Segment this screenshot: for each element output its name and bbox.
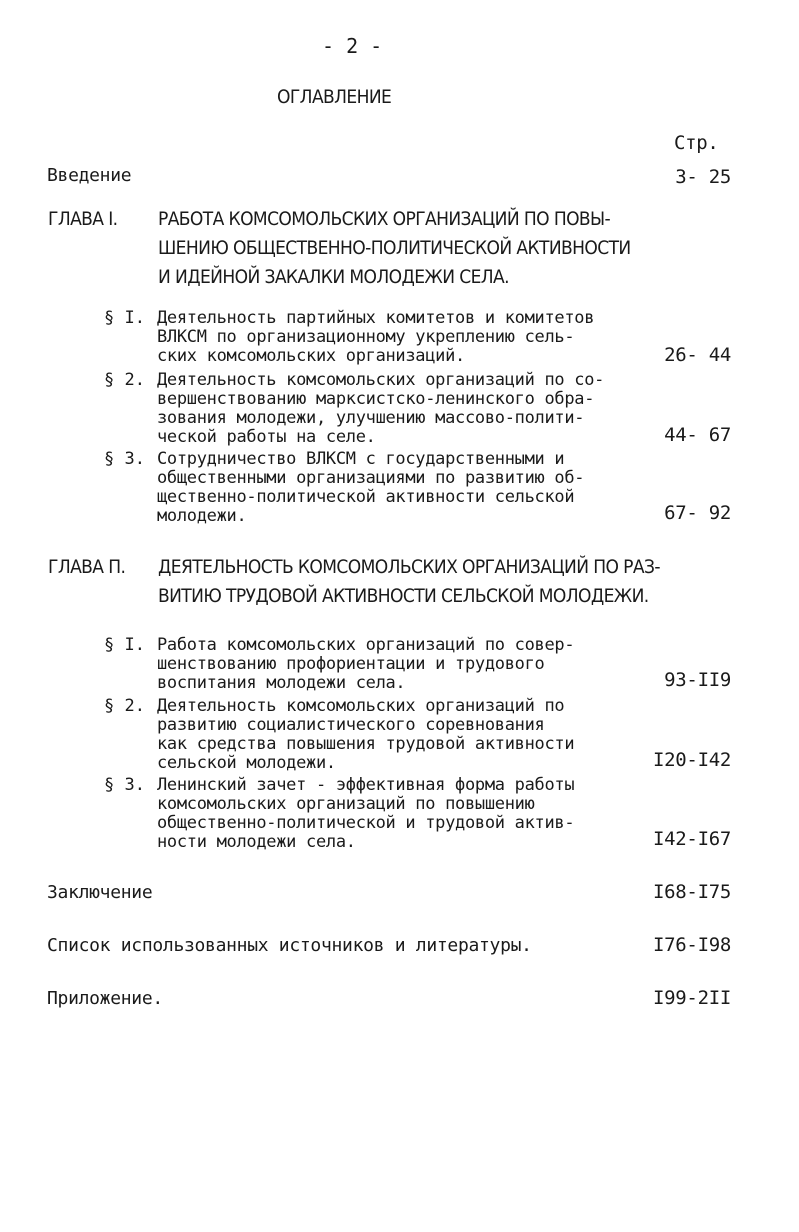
ch1-sec1-pages: 26- 44 [664,344,731,366]
section-line: Деятельность комсомольских организаций по [157,696,565,716]
page-number: - 2 - [322,34,383,58]
toc-appendix-pages: I99-2II [653,987,731,1009]
ch2-sec3-pages: I42-I67 [653,828,731,850]
ch1-sec1-label: § I. [104,308,145,328]
ch2-sec1-text [157,636,574,693]
section-line: развитию социалистического соревнования [157,715,545,735]
section-line: молодежи. [157,506,247,526]
ch1-sec1-text [157,309,594,366]
page-title: ОГЛАВЛЕНИЕ [277,86,392,108]
section-line: Деятельность партийных комитетов и комитетов [157,308,595,328]
ch1-sec2-text [157,371,604,447]
ch1-sec3-label: § 3. [104,449,145,469]
chapter2-label: ГЛАВА П. [48,556,126,578]
section-line: ности молодежи села. [157,832,356,852]
ch2-sec2-pages: I20-I42 [653,749,731,771]
toc-appendix-label: Приложение. [47,988,163,1009]
toc-sources-pages: I76-I98 [653,934,731,956]
chapter1-title-line: ШЕНИЮ ОБЩЕСТВЕННО-ПОЛИТИЧЕСКОЙ АКТИВНОСТИ [158,237,631,259]
ch2-sec1-label: § I. [104,635,145,655]
toc-sources-label: Список использованных источников и литературы. [47,935,532,956]
chapter1-label: ГЛАВА I. [48,208,118,230]
chapter1-title [158,205,631,292]
section-line: ВЛКСМ по организационному укреплению сель- [157,327,575,347]
chapter2-title [158,553,660,611]
section-line: Деятельность комсомольских организаций по со- [157,370,605,390]
ch1-sec3-pages: 67- 92 [664,502,731,524]
section-line: общественно-политической и трудовой актив- [157,813,575,833]
ch1-sec2-pages: 44- 67 [664,424,731,446]
chapter2-title-line: ВИТИЮ ТРУДОВОЙ АКТИВНОСТИ СЕЛЬСКОЙ МОЛОДЕЖИ. [158,585,649,607]
section-line: воспитания молодежи села. [157,673,406,693]
chapter2-title-line: ДЕЯТЕЛЬНОСТЬ КОМСОМОЛЬСКИХ ОРГАНИЗАЦИЙ ПО РАЗ- [158,556,660,578]
section-line: Работа комсомольских организаций по совер- [157,635,575,655]
ch2-sec3-label: § 3. [104,775,145,795]
section-line: сельской молодежи. [157,753,336,773]
ch2-sec2-text [157,697,574,773]
ch2-sec1-pages: 93-II9 [664,669,731,691]
ch1-sec2-label: § 2. [104,370,145,390]
section-line: шенствованию профориентации и трудового [157,654,545,674]
chapter1-title-line: И ИДЕЙНОЙ ЗАКАЛКИ МОЛОДЕЖИ СЕЛА. [158,266,509,288]
section-line: вершенствованию марксистско-ленинского обра- [157,389,595,409]
section-line: Сотрудничество ВЛКСМ с государственными и [157,449,565,469]
ch2-sec2-label: § 2. [104,696,145,716]
ch2-sec3-text [157,776,574,852]
section-line: Ленинский зачет - эффективная форма работы [157,775,575,795]
section-line: зования молодежи, улучшению массово-полити- [157,408,585,428]
section-line: общественными организациями по развитию об- [157,468,585,488]
toc-intro-label: Введение [47,165,132,186]
section-line: щественно-политической активности сельской [157,487,575,507]
toc-conclusion-label: Заключение [47,882,153,903]
chapter1-title-line: РАБОТА КОМСОМОЛЬСКИХ ОРГАНИЗАЦИЙ ПО ПОВЫ- [158,208,611,230]
toc-conclusion-pages: I68-I75 [653,881,731,903]
toc-intro-pages: 3- 25 [675,166,731,188]
section-line: ских комсомольских организаций. [157,346,465,366]
page-column-label: Стр. [674,132,719,154]
section-line: как средства повышения трудовой активности [157,734,575,754]
ch1-sec3-text [157,450,584,526]
section-line: ческой работы на селе. [157,427,376,447]
section-line: комсомольских организаций по повышению [157,794,535,814]
